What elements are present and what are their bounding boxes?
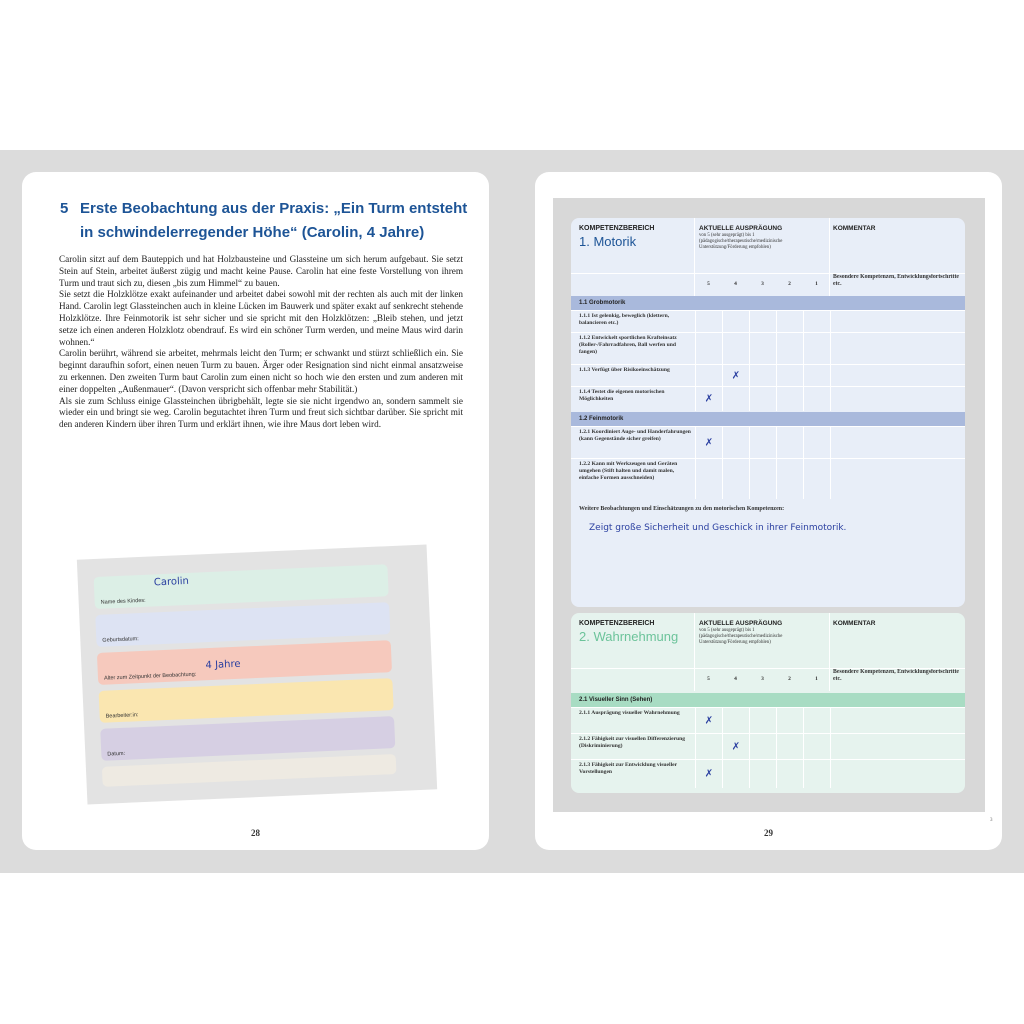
further-observations-label: Weitere Beobachtungen und Einschätzungen zu den motorischen Kompetenzen:: [579, 506, 785, 512]
comment-cell[interactable]: [830, 734, 966, 760]
rating-cell-3[interactable]: [749, 734, 776, 760]
item-row: [571, 310, 965, 333]
rating-cell-1[interactable]: [803, 387, 830, 411]
rating-cell-5[interactable]: [695, 734, 722, 760]
scale-1: 1: [815, 676, 818, 682]
item-label: 2.1.3 Fähigkeit zur Entwicklung visueller Vorstellungen: [579, 762, 678, 775]
worksheet-image: [553, 198, 993, 823]
form-row-name: [94, 564, 389, 609]
rating-cell-5[interactable]: [695, 708, 722, 734]
kommentar-label: KOMMENTAR: [833, 225, 876, 232]
rating-cell-1[interactable]: [803, 311, 830, 333]
comment-cell[interactable]: [830, 459, 966, 499]
scale-4: 4: [734, 676, 737, 682]
rating-cell-4[interactable]: [722, 734, 749, 760]
item-label: 1.1.3 Verfügt über Risikoeinschätzung: [579, 367, 670, 373]
scale-1: 1: [815, 281, 818, 287]
comment-cell[interactable]: [830, 427, 966, 459]
rating-cell-4[interactable]: [722, 708, 749, 734]
paragraph: Sie setzt die Holzklötze exakt aufeinander und arbeitet dabei sowohl mit der rechten als auch mit der linken Hand. Carolin legt Glassteinchen auch in kleine Lücken im Bauwerk und später exakt auf senkrecht stehende Holzklötze. Ihre Feinmotorik ist sehr sicher und sie spricht mit den Holzklötzen: „Bleib stehen, und jetzt setze ich einen anderen Holzklotz obendrauf. Es wird ein schöner Turm werden, und meine Maus wird darin wohnen.“: [59, 289, 463, 347]
rating-cell-4[interactable]: [722, 333, 749, 365]
kompetenzbereich-label: KOMPETENZBEREICH: [579, 225, 655, 232]
rating-cell-2[interactable]: [776, 387, 803, 411]
rating-cell-2[interactable]: [776, 427, 803, 459]
rating-cell-1[interactable]: [803, 734, 830, 760]
paragraph: Carolin sitzt auf dem Bauteppich und hat Holzbausteine und Glassteine um sich herum aufgebaut. Sie setzt Stein auf Stein, arbeitet äußerst zügig und macht keine Pause. Carolin hat eine feste Vorstellung von ihrem Turm und traut sich zu, diesen „bis zum Himmel“ zu bauen.: [59, 254, 463, 288]
paragraph: Als sie zum Schluss einige Glassteinchen übrigbehält, legte sie sie nicht irgendwo an, sondern sammelt sie wieder ein und bringt sie weg. Carolin begutachtet ihren Turm und freut sich sichtbar darüber. Sie spricht mit den anderen Kindern über ihren Turm und erklärt ihnen, wie ihre Maus dort leben wird.: [59, 395, 463, 430]
checkmark-x-icon: ✗: [704, 715, 714, 727]
rating-cell-4[interactable]: [722, 459, 749, 499]
form-label: Alter zum Zeitpunkt der Beobachtung:: [103, 671, 197, 682]
rating-cell-5[interactable]: [695, 459, 722, 499]
rating-cell-3[interactable]: [749, 387, 776, 411]
subhead-grobmotorik: 1.1 Grobmotorik: [571, 296, 965, 310]
item-label: 1.1.4 Testet die eigenen motorischen Möglichkeiten: [579, 389, 665, 402]
comment-cell[interactable]: [830, 333, 966, 365]
form-row-age: [97, 640, 392, 685]
kompetenzbereich-label: KOMPETENZBEREICH: [579, 620, 655, 627]
besondere-label: Besondere Kompetenzen, Entwicklungsfortschritte etc.: [833, 669, 959, 682]
form-label: Datum:: [107, 750, 126, 758]
form-row-editor: [99, 678, 394, 723]
rating-cell-1[interactable]: [803, 427, 830, 459]
besondere-label: Besondere Kompetenzen, Entwicklungsfortschritte etc.: [833, 274, 959, 287]
comment-cell[interactable]: [830, 365, 966, 387]
scale-5: 5: [707, 281, 710, 287]
rating-cell-3[interactable]: [749, 311, 776, 333]
paragraph: Carolin berührt, während sie arbeitet, mehrmals leicht den Turm; er schwankt und stürzt schließlich ein. Sie beginnt daraufhin sofort, einen neuen Turm zu bauen. Ärger oder Resignation sind nicht einmal ansatzweise zu erkennen. Den zweiten Turm baut Carolin zum einen nicht so hoch wie den ersten und zum anderen mit einer doppelten „Außenmauer“. (Davon verspricht sich offenbar mehr Stabilität.): [59, 348, 463, 394]
item-label: 1.1.2 Entwickelt sportlichen Krafteinsatz (Roller-/Fahrradfahren, Ball werfen und fangen): [579, 335, 677, 355]
comment-cell[interactable]: [830, 387, 966, 411]
rating-cell-5[interactable]: [695, 760, 722, 788]
rating-cell-5[interactable]: [695, 427, 722, 459]
rating-cell-1[interactable]: [803, 459, 830, 499]
comment-cell[interactable]: [830, 760, 966, 788]
form-row-date: [100, 716, 395, 761]
rating-cell-3[interactable]: [749, 459, 776, 499]
rating-cell-3[interactable]: [749, 365, 776, 387]
comment-cell[interactable]: [830, 311, 966, 333]
handwritten-age: 4 Jahre: [205, 658, 241, 672]
scale-3: 3: [761, 676, 764, 682]
rating-cell-2[interactable]: [776, 708, 803, 734]
rating-cell-4[interactable]: [722, 365, 749, 387]
subhead-visueller-sinn: 2.1 Visueller Sinn (Sehen): [571, 693, 965, 707]
section-wahrnehmung: [571, 613, 965, 793]
scale-4: 4: [734, 281, 737, 287]
form-label: Name des Kindes:: [100, 597, 146, 606]
item-row: [571, 707, 965, 734]
rating-cell-2[interactable]: [776, 760, 803, 788]
sheet-page-number: 3: [990, 818, 993, 823]
page-number: 29: [764, 828, 773, 838]
rating-cell-2[interactable]: [776, 311, 803, 333]
comment-cell[interactable]: [830, 708, 966, 734]
auspraegung-label: AKTUELLE AUSPRÄGUNG: [699, 225, 783, 232]
form-row-birthdate: [95, 602, 390, 647]
rating-cell-1[interactable]: [803, 365, 830, 387]
item-row: [571, 733, 965, 760]
item-label: 1.2.2 Kann mit Werkzeugen und Geräten umgehen (Stift halten und damit malen, einfache Formen ausschneiden): [579, 461, 678, 481]
form-label: Geburtsdatum:: [102, 636, 139, 644]
rating-cell-4[interactable]: [722, 760, 749, 788]
right-page: [535, 172, 1002, 850]
form-label: Bearbeiter:in:: [105, 712, 139, 720]
rating-cell-3[interactable]: [749, 427, 776, 459]
item-row: [571, 332, 965, 365]
scale-3: 3: [761, 281, 764, 287]
scale-5: 5: [707, 676, 710, 682]
scale-note: von 5 (sehr ausgeprägt) bis 1 (pädagogische/therapeutische/medizinische Unterstützung/Förderung empfohlen): [699, 233, 783, 250]
auspraegung-label: AKTUELLE AUSPRÄGUNG: [699, 620, 783, 627]
observation-form-image: [77, 544, 437, 804]
item-label: 2.1.1 Ausprägung visueller Wahrnehmung: [579, 710, 680, 716]
section-title: Erste Beobachtung aus der Praxis: „Ein Turm entsteht in schwindelerregender Höhe“ (Carolin, 4 Jahre): [80, 200, 468, 241]
rating-scale: [695, 669, 830, 689]
left-page: [22, 172, 489, 850]
rating-cell-2[interactable]: [776, 459, 803, 499]
scale-2: 2: [788, 281, 791, 287]
rating-cell-2[interactable]: [776, 734, 803, 760]
rating-cell-1[interactable]: [803, 760, 830, 788]
rating-cell-4[interactable]: [722, 387, 749, 411]
scale-2: 2: [788, 676, 791, 682]
rating-cell-5[interactable]: [695, 387, 722, 411]
observation-text: [59, 254, 463, 431]
rating-cell-5[interactable]: [695, 333, 722, 365]
item-row: [571, 386, 965, 411]
page-number: 28: [251, 828, 260, 838]
section-title: 2. Wahrnehmung: [579, 629, 679, 644]
item-row: [571, 759, 965, 788]
checkmark-x-icon: ✗: [704, 437, 714, 449]
rating-cell-3[interactable]: [749, 760, 776, 788]
rating-scale: [695, 274, 830, 294]
further-observations-text: Zeigt große Sicherheit und Geschick in ihrer Feinmotorik.: [589, 523, 847, 533]
checkmark-x-icon: ✗: [731, 370, 741, 382]
item-row: [571, 364, 965, 387]
handwritten-name: Carolin: [153, 575, 190, 589]
rating-cell-3[interactable]: [749, 333, 776, 365]
kommentar-label: KOMMENTAR: [833, 620, 876, 627]
rating-cell-2[interactable]: [776, 365, 803, 387]
section-motorik: [571, 218, 965, 607]
checkmark-x-icon: ✗: [731, 741, 741, 753]
rating-cell-5[interactable]: [695, 311, 722, 333]
item-label: 1.2.1 Koordiniert Auge- und Handerfahrungen (kann Gegenstände sicher greifen): [579, 429, 691, 442]
rating-cell-1[interactable]: [803, 333, 830, 365]
checkmark-x-icon: ✗: [704, 393, 714, 405]
rating-cell-2[interactable]: [776, 333, 803, 365]
section-title: 1. Motorik: [579, 234, 637, 249]
item-label: 1.1.1 Ist gelenkig, beweglich (klettern, balancieren etc.): [579, 313, 670, 326]
subhead-feinmotorik: 1.2 Feinmotorik: [571, 412, 965, 426]
rating-cell-5[interactable]: [695, 365, 722, 387]
rating-cell-3[interactable]: [749, 708, 776, 734]
item-row: [571, 458, 965, 499]
section-number: 5: [60, 200, 69, 217]
rating-cell-4[interactable]: [722, 427, 749, 459]
section-heading: [60, 197, 470, 245]
rating-cell-4[interactable]: [722, 311, 749, 333]
item-label: 2.1.2 Fähigkeit zur visuellen Differenzierung (Diskriminierung): [579, 736, 686, 749]
form-row-partial: [102, 754, 397, 787]
rating-cell-1[interactable]: [803, 708, 830, 734]
item-row: [571, 426, 965, 459]
checkmark-x-icon: ✗: [704, 768, 714, 780]
scale-note: von 5 (sehr ausgeprägt) bis 1 (pädagogische/therapeutische/medizinische Unterstützung/Förderung empfohlen): [699, 628, 783, 645]
